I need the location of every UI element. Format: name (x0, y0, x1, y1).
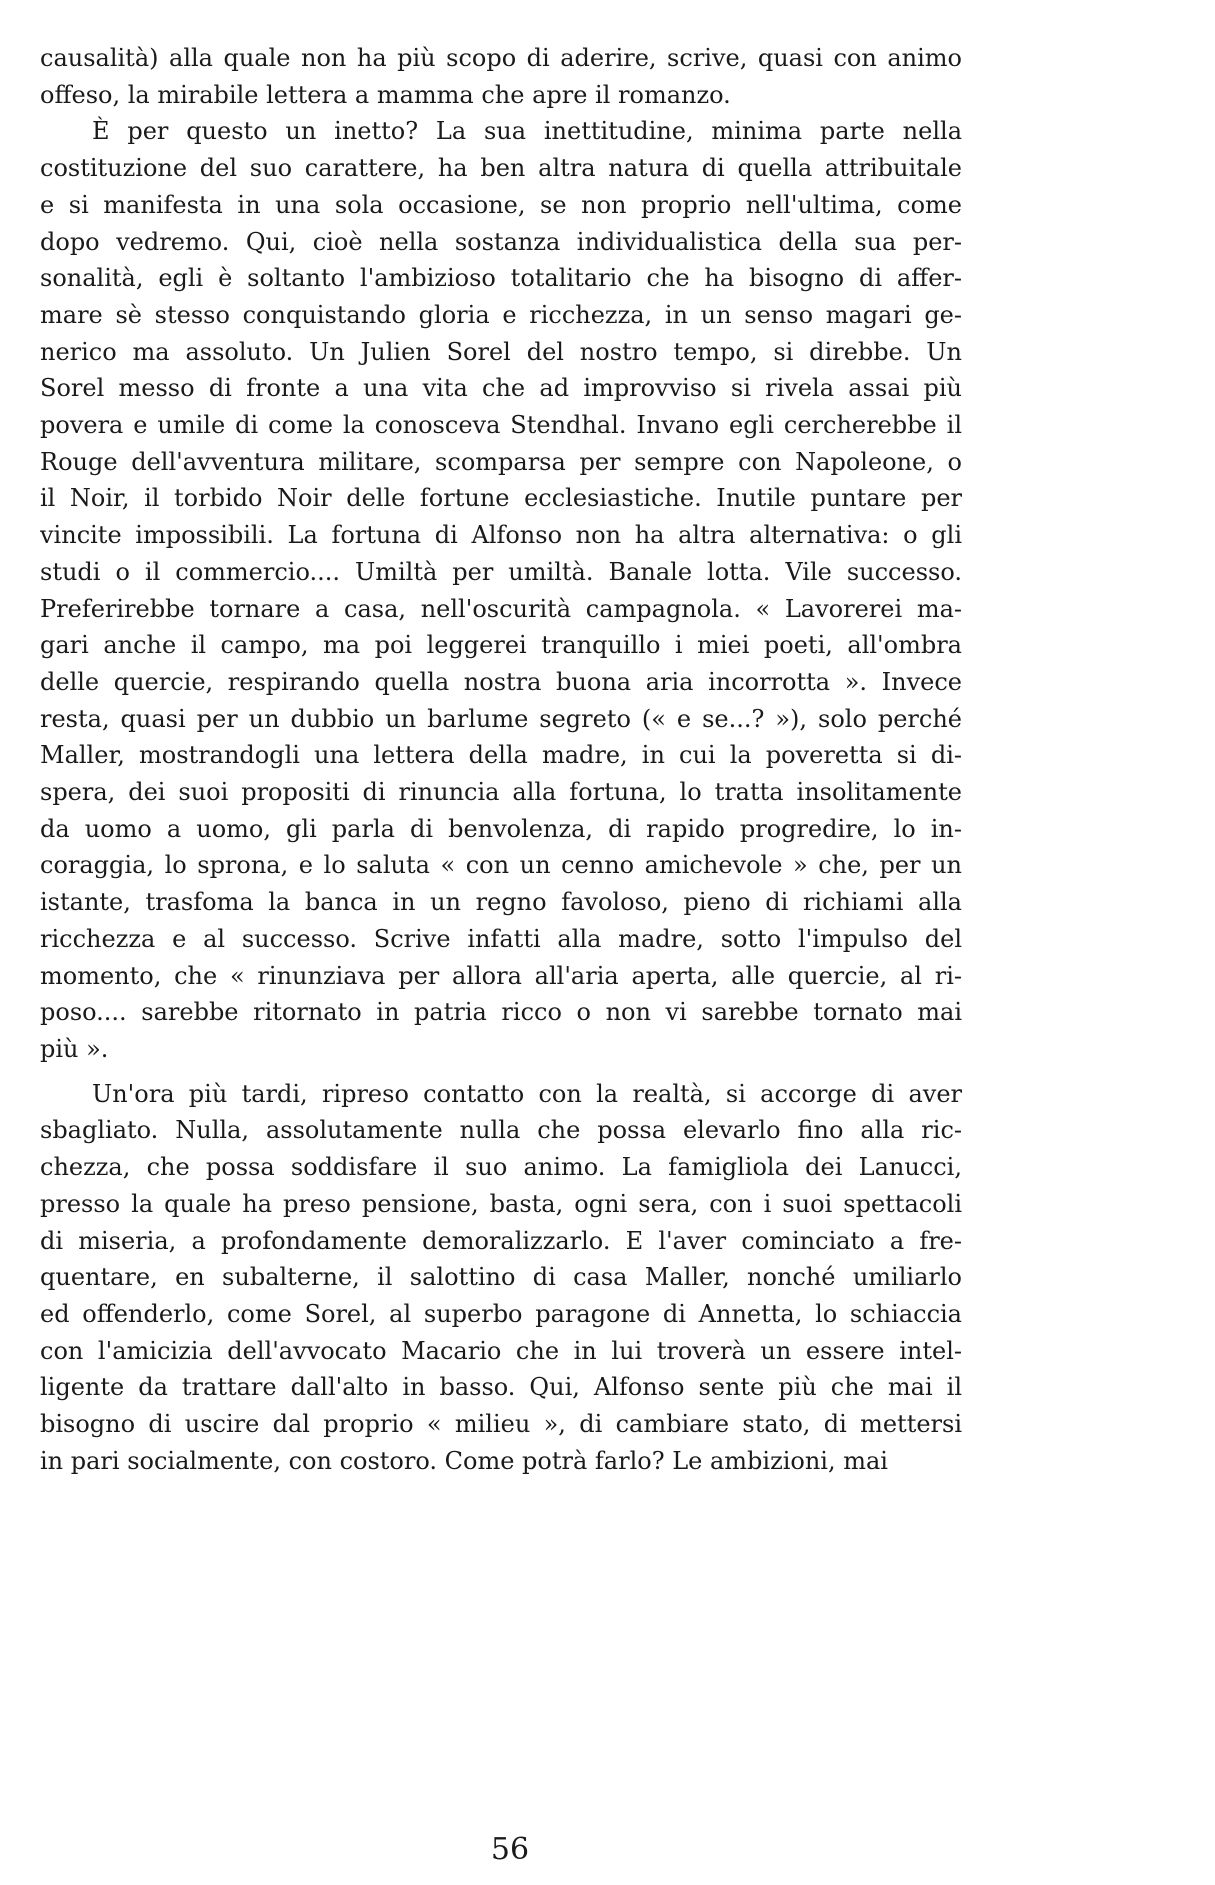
paragraph (40, 1076, 962, 1480)
paragraph (40, 113, 962, 1067)
text-line: Maller, mostrandogli una lettera della madre, in cui la poveretta si di- (40, 741, 962, 770)
text-line: Sorel messo di fronte a una vita che ad improvviso si rivela assai più (40, 374, 962, 403)
text-line: spera, dei suoi propositi di rinuncia alla fortuna, lo tratta insolitamente (40, 778, 962, 807)
page-number: 56 (490, 1832, 530, 1867)
text-line: in pari socialmente, con costoro. Come potrà farlo? Le ambizioni, mai (40, 1446, 888, 1475)
text-line: mare sè stesso conquistando gloria e ricchezza, in un senso magari ge- (40, 300, 962, 329)
text-line: costituzione del suo carattere, ha ben altra natura di quella attribuitale (40, 154, 962, 183)
text-line: sbagliato. Nulla, assolutamente nulla che possa elevarlo fino alla ric- (40, 1116, 962, 1145)
text-line: ed offenderlo, come Sorel, al superbo paragone di Annetta, lo schiaccia (40, 1299, 962, 1328)
text-line: offeso, la mirabile lettera a mamma che apre il romanzo. (40, 80, 731, 109)
text-line: sonalità, egli è soltanto l'ambizioso totalitario che ha bisogno di affer- (40, 264, 962, 293)
text-line: chezza, che possa soddisfare il suo animo. La famigliola dei Lanucci, (40, 1153, 962, 1182)
text-line: con l'amicizia dell'avvocato Macario che in lui troverà un essere intel- (40, 1336, 962, 1365)
text-line: Un'ora più tardi, ripreso contatto con la realtà, si accorge di aver (92, 1079, 962, 1108)
text-line: nerico ma assoluto. Un Julien Sorel del nostro tempo, si direbbe. Un (40, 337, 962, 366)
text-line: istante, trasfoma la banca in un regno favoloso, pieno di richiami alla (40, 888, 962, 917)
text-line: di miseria, a profondamente demoralizzarlo. E l'aver cominciato a fre- (40, 1226, 962, 1255)
text-line: più ». (40, 1034, 109, 1063)
text-line: quentare, en subalterne, il salottino di casa Maller, nonché umiliarlo (40, 1263, 962, 1292)
text-line: momento, che « rinunziava per allora all'aria aperta, alle quercie, al ri- (40, 961, 962, 990)
text-line: È per questo un inetto? La sua inettitudine, minima parte nella (92, 117, 962, 146)
text-line: dopo vedremo. Qui, cioè nella sostanza individualistica della sua per- (40, 227, 962, 256)
text-line: poso.... sarebbe ritornato in patria ricco o non vi sarebbe tornato mai (40, 998, 962, 1027)
text-line: Rouge dell'avventura militare, scomparsa per sempre con Napoleone, o (40, 447, 962, 476)
text-line: causalità) alla quale non ha più scopo di aderire, scrive, quasi con animo (40, 44, 962, 72)
text-line: povera e umile di come la conosceva Stendhal. Invano egli cercherebbe il (40, 411, 962, 440)
text-line: coraggia, lo sprona, e lo saluta « con un cenno amichevole » che, per un (40, 851, 962, 880)
text-line: resta, quasi per un dubbio un barlume segreto (« e se...? »), solo perché (40, 704, 962, 733)
text-line: presso la quale ha preso pensione, basta, ogni sera, con i suoi spettacoli (40, 1189, 962, 1218)
text-line: e si manifesta in una sola occasione, se non proprio nell'ultima, come (40, 190, 962, 219)
text-line: da uomo a uomo, gli parla di benvolenza, di rapido progredire, lo in- (40, 814, 962, 843)
paragraph (40, 40, 962, 113)
text-line: vincite impossibili. La fortuna di Alfonso non ha altra alternativa: o gli (40, 521, 962, 550)
text-line: studi o il commercio.... Umiltà per umiltà. Banale lotta. Vile successo. (40, 557, 962, 586)
text-line: il Noir, il torbido Noir delle fortune ecclesiastiche. Inutile puntare per (40, 484, 962, 513)
page-body (40, 40, 962, 1479)
text-line: ligente da trattare dall'alto in basso. Qui, Alfonso sente più che mai il (40, 1373, 962, 1402)
text-line: Preferirebbe tornare a casa, nell'oscurità campagnola. « Lavorerei ma- (40, 594, 962, 623)
text-line: bisogno di uscire dal proprio « milieu », di cambiare stato, di mettersi (40, 1410, 962, 1439)
text-line: ricchezza e al successo. Scrive infatti alla madre, sotto l'impulso del (40, 924, 962, 953)
text-line: delle quercie, respirando quella nostra buona aria incorrotta ». Invece (40, 667, 962, 696)
text-body (40, 40, 962, 1479)
text-line: gari anche il campo, ma poi leggerei tranquillo i miei poeti, all'ombra (40, 631, 962, 660)
